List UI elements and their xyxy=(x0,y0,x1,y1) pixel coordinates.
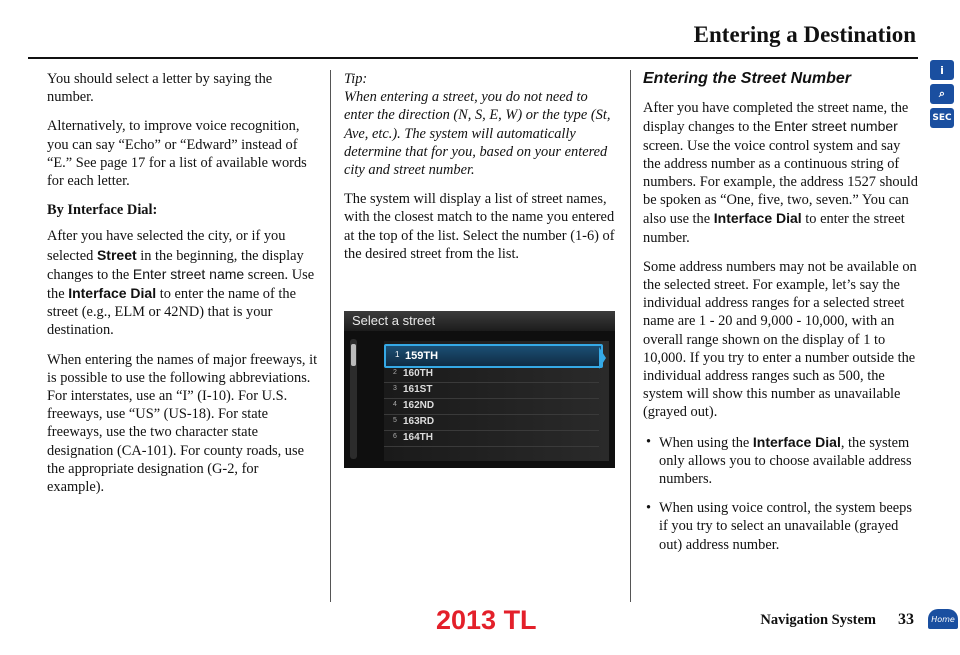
section-heading-street-number: Entering the Street Number xyxy=(643,70,852,87)
column-divider-2 xyxy=(630,70,631,602)
paragraph-address-ranges: Some address numbers may not be available on the selected street. For example, let’s say the individual address ranges for a selected street name are 1 - 20 and 9,000 - 10,000, with an overall range shown on the display of 1 to 10,000. If you try to enter a number outside the individual address ranges such as 500, the system will show this number as unavailable (grayed out). xyxy=(643,258,917,421)
sec-icon[interactable]: SEC xyxy=(930,108,954,128)
street-list-item-5[interactable]: 5 163RD xyxy=(384,415,599,431)
paragraph-street-number: After you have completed the street name, the display changes to the Enter street number screen. Use the voice control system and say the address number as a continuous string of numbers. For example, the address 1527 should be spoken as “One, five, two, seven.” You can also use the Interface Dial to enter the street number. xyxy=(643,100,918,246)
info-icon[interactable]: i xyxy=(930,60,954,80)
selection-arrow-icon xyxy=(599,347,606,369)
paragraph-street-list: The system will display a list of street names, with the closest match to the name you entered at the top of the list. Select the number (1-6) of the desired street from the list. xyxy=(344,191,615,262)
street-list-item-3[interactable]: 3 161ST xyxy=(384,383,599,399)
interface-dial-term: Interface Dial xyxy=(68,285,157,302)
section-heading-interface-dial: By Interface Dial: xyxy=(47,202,158,219)
column-divider-1 xyxy=(330,70,331,602)
enter-street-number-term: Enter street number xyxy=(774,118,898,135)
page-title: Entering a Destination xyxy=(693,22,916,47)
tip-label: Tip: xyxy=(344,71,368,87)
scrollbar-thumb xyxy=(351,344,356,366)
interface-dial-term: Interface Dial xyxy=(713,210,802,227)
header-divider xyxy=(28,57,918,59)
voice-icon[interactable]: ⌕ xyxy=(930,84,954,104)
column-3 xyxy=(643,70,918,565)
footer-section-label: Navigation System xyxy=(760,612,876,628)
home-icon[interactable]: Home xyxy=(928,609,958,629)
street-list-item-6[interactable]: 6 164TH xyxy=(384,431,599,447)
interface-dial-term: Interface Dial xyxy=(752,433,841,450)
tip-text: When entering a street, you do not need to enter the direction (N, S, E, W) or the type (St, Ave, etc.). The system will automatically determine that for you, based on your entered city and street number. xyxy=(344,89,611,179)
column-1 xyxy=(47,70,319,507)
street-list-item-2[interactable]: 2 160TH xyxy=(384,367,599,383)
enter-street-name-term: Enter street name xyxy=(132,265,245,282)
paragraph-freeway-abbreviations: When entering the names of major freeways, it is possible to use the following abbreviations. For interstates, use an “I” (I-10). For U.S. freeways, use “US” (US-18). For state freeways, use the two character state designation (CA-101). For county roads, use the appropriate designation (G-2, for example). xyxy=(47,351,318,496)
select-street-screen xyxy=(344,311,615,468)
model-watermark: 2013 TL xyxy=(436,605,537,635)
column-2 xyxy=(344,70,616,274)
bullet-interface-dial: • When using the Interface Dial, the system only allows you to choose available address numbers. xyxy=(643,433,918,489)
side-tab-bar xyxy=(930,60,956,132)
screen-title: Select a street xyxy=(344,311,615,331)
paragraph-letter-select: You should select a letter by saying the number. xyxy=(47,71,273,106)
bullet-voice-control: • When using voice control, the system beeps if you try to select an unavailable (grayed out) address number. xyxy=(643,499,918,554)
paragraph-voice-alternative: Alternatively, to improve voice recognition, you can say “Echo” or “Edward” instead of “E.” See page 17 for a list of available words for each letter. xyxy=(47,118,307,190)
page-number: 33 xyxy=(898,611,914,628)
street-list-item-4[interactable]: 4 162ND xyxy=(384,399,599,415)
street-term: Street xyxy=(96,246,137,263)
paragraph-interface-dial: After you have selected the city, or if you selected Street in the beginning, the display changes to the Enter street name screen. Use the Interface Dial to enter the name of the street (e.g., ELM or 42ND) that is your destination. xyxy=(47,228,315,339)
street-list-item-1[interactable]: 1 159TH xyxy=(384,344,603,368)
